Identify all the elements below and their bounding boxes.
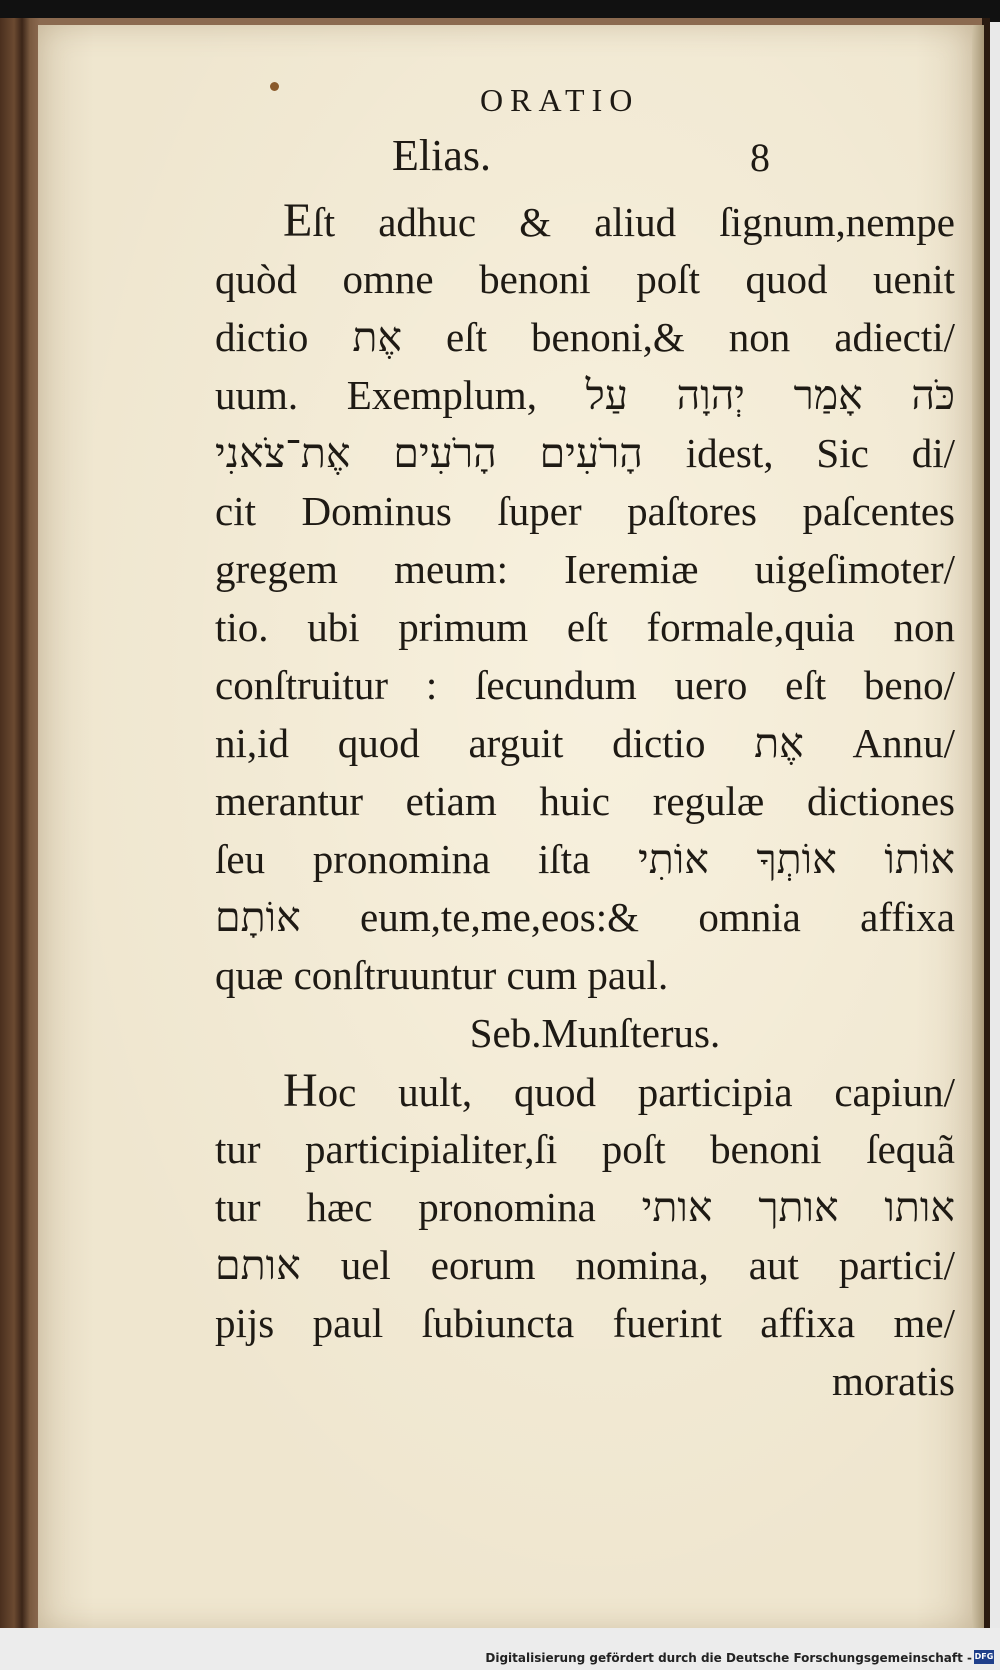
text-line: tur participialiter,ſi poſt benoni ſequã xyxy=(215,1126,955,1172)
text-line: אוֹתָם eum,te,me,eos:& omnia affixa xyxy=(215,894,955,940)
text-line: merantur etiam huic regulæ dictiones xyxy=(215,778,955,824)
text-line: tur hæc pronomina אותו אותך אותי xyxy=(215,1184,955,1230)
text-line: quæ conſtruuntur cum paul. xyxy=(215,952,669,998)
catch-head: Elias. xyxy=(392,131,491,180)
text-line: uum. Exemplum, כֹּה אָמַר יְהוָה עַל xyxy=(215,372,955,418)
ink-spot xyxy=(270,82,279,91)
text-line: pijs paul ſubiuncta fuerint affixa me/ xyxy=(215,1300,955,1346)
text-line: Eſt adhuc & aliud ſignum,nempe xyxy=(283,194,955,247)
text-line: הָרֹעִים הָרֹעִים אֶת־צֹאנִי idest, Sic di/ xyxy=(215,430,956,476)
running-title: ORATIO xyxy=(480,82,640,118)
page-edge xyxy=(972,25,984,1630)
text-line: ſeu pronomina iſta אוֹתוֹ אוֹתְךָ אוֹתִי xyxy=(215,836,955,882)
text-line: ni,id quod arguit dictio אֶת Annu/ xyxy=(215,720,955,766)
text-line: gregem meum: Ieremiæ uigeſimoter/ xyxy=(215,546,955,592)
section-heading: Seb.Munſterus. xyxy=(469,1010,721,1056)
dfg-logo: DFG xyxy=(974,1650,994,1664)
signature-mark: 8 xyxy=(750,135,770,180)
text-line: אותם uel eorum nomina, aut partici/ xyxy=(215,1242,955,1288)
catchword: moratis xyxy=(832,1358,955,1404)
text-line: quòd omne benoni poſt quod uenit xyxy=(215,256,955,302)
text-line: conſtruitur : ſecundum uero eſt beno/ xyxy=(215,662,955,708)
text-line: tio. ubi primum eſt formale,quia non xyxy=(215,604,955,650)
footer-credit: Digitalisierung gefördert durch die Deutsche Forschungsgemeinschaft - xyxy=(485,1651,972,1665)
text-line: Hoc uult, quod participia capiun/ xyxy=(283,1064,955,1117)
body-text xyxy=(215,192,955,1410)
text-line: cit Dominus ſuper paſtores paſcentes xyxy=(215,488,955,534)
text-line: dictio אֶת eſt benoni,& non adiecti/ xyxy=(215,314,955,360)
